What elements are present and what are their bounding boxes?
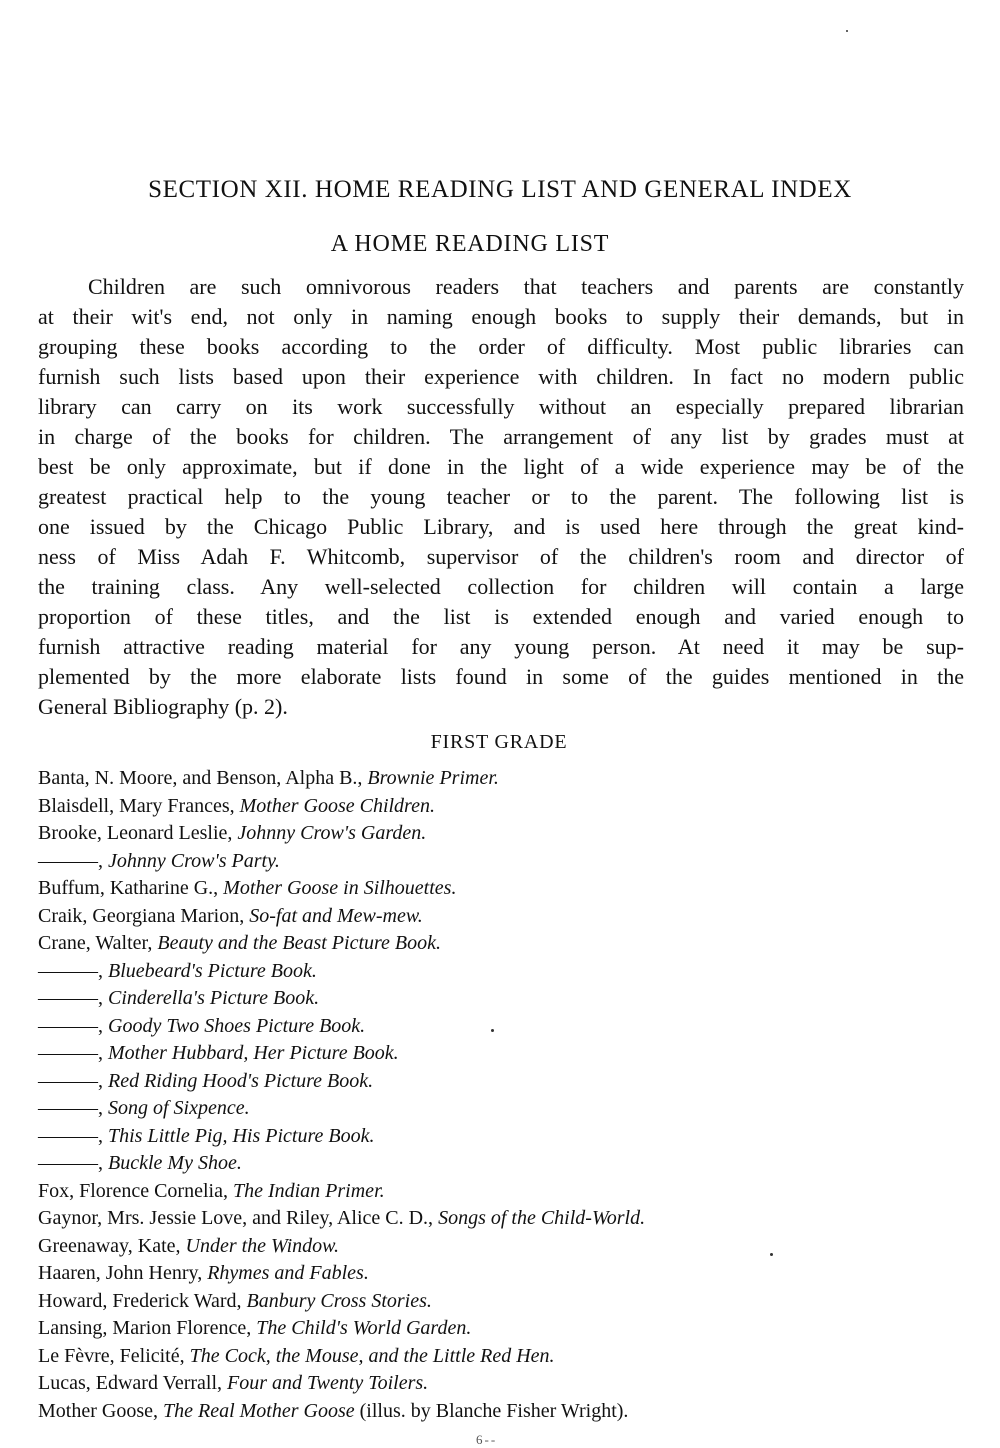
entry-author: Greenaway, Kate, — [38, 1234, 186, 1257]
intro-line: furnish such lists based upon their experience with children. In fact no modern public — [38, 364, 964, 389]
entry-author: Blaisdell, Mary Frances, — [38, 794, 240, 817]
list-item — [38, 1123, 978, 1151]
entry-author: ———, — [38, 1152, 108, 1174]
list-item — [38, 1233, 978, 1261]
scan-speck — [491, 1029, 494, 1032]
list-item — [38, 875, 978, 903]
list-item — [38, 820, 978, 848]
entry-title: Mother Goose Children. — [239, 794, 435, 817]
entry-title: Cinderella's Picture Book. — [108, 987, 320, 1009]
list-item — [38, 958, 978, 986]
entry-title: Red Riding Hood's Picture Book. — [108, 1069, 374, 1092]
entry-title: Rhymes and Fables. — [207, 1262, 369, 1284]
entry-author: ———, — [38, 987, 108, 1009]
entry-title: So-fat and Mew-mew. — [249, 904, 423, 927]
list-subtitle: A HOME READING LIST — [330, 231, 610, 257]
list-item — [38, 793, 978, 821]
list-item — [38, 1178, 978, 1206]
list-item — [38, 1068, 978, 1096]
entry-title: The Indian Primer. — [232, 1179, 385, 1202]
intro-line: ness of Miss Adah F. Whitcomb, supervisor of the children's room and director of — [38, 544, 964, 569]
entry-title: Goody Two Shoes Picture Book. — [108, 1014, 366, 1037]
list-item — [38, 985, 978, 1013]
entry-author: Crane, Walter, — [38, 932, 158, 954]
entry-author: ———, — [38, 849, 108, 872]
list-item — [38, 1095, 978, 1123]
intro-line: best be only approximate, but if done in the light of a wide experience may be of the — [38, 454, 964, 479]
entry-title: Beauty and the Beast Picture Book. — [157, 932, 442, 954]
entry-author: Gaynor, Mrs. Jessie Love, and Riley, Alice C. D., — [38, 1207, 439, 1229]
grade-heading: FIRST GRADE — [430, 731, 568, 753]
intro-line: furnish attractive reading material for any young person. At need it may be sup- — [38, 634, 964, 659]
entry-author: Lansing, Marion Florence, — [38, 1317, 257, 1339]
page-folio: 6-- — [476, 1432, 498, 1447]
entry-title: The Real Mother Goose — [162, 1399, 355, 1422]
entry-author: Howard, Frederick Ward, — [38, 1289, 247, 1312]
intro-line: Children are such omnivorous readers that teachers and parents are constantly — [88, 274, 964, 299]
entry-note: (illus. by Blanche Fisher Wright). — [354, 1399, 629, 1422]
list-item — [38, 1288, 978, 1316]
list-item — [38, 1040, 978, 1068]
entry-title: Under the Window. — [185, 1234, 340, 1257]
entry-author: Mother Goose, — [38, 1399, 163, 1422]
intro-paragraph — [38, 272, 964, 722]
entry-author: Fox, Florence Cornelia, — [38, 1179, 233, 1202]
scan-speck — [770, 1253, 773, 1256]
intro-line: General Bibliography (p. 2). — [38, 694, 288, 719]
entry-author: ———, — [38, 1124, 108, 1147]
list-item — [38, 765, 978, 793]
entry-title: Four and Twenty Toilers. — [227, 1372, 429, 1394]
intro-line: one issued by the Chicago Public Library, and is used here through the great kind- — [38, 514, 964, 539]
list-item — [38, 1398, 978, 1426]
entry-title: The Cock, the Mouse, and the Little Red Hen. — [189, 1344, 555, 1367]
entry-author: Haaren, John Henry, — [38, 1262, 208, 1284]
entry-title: Mother Hubbard, Her Picture Book. — [108, 1042, 399, 1064]
list-item — [38, 930, 978, 958]
intro-line: library can carry on its work successfully without an especially prepared librarian — [38, 394, 964, 419]
entry-author: ———, — [38, 959, 108, 982]
list-item — [38, 1205, 978, 1233]
intro-line: greatest practical help to the young teacher or to the parent. The following list is — [38, 484, 964, 509]
entry-author: ———, — [38, 1014, 108, 1037]
list-item — [38, 1343, 978, 1371]
intro-line: proportion of these titles, and the list is extended enough and varied enough to — [38, 604, 964, 629]
reading-list — [38, 765, 978, 1425]
entry-title: Buckle My Shoe. — [108, 1152, 242, 1174]
intro-line: at their wit's end, not only in naming enough books to supply their demands, but in — [38, 304, 964, 329]
scan-speck — [846, 30, 848, 32]
entry-title: This Little Pig, His Picture Book. — [108, 1124, 375, 1147]
entry-title: Brownie Primer. — [367, 767, 499, 789]
entry-author: ———, — [38, 1042, 108, 1064]
entry-title: Banbury Cross Stories. — [246, 1289, 432, 1312]
entry-title: The Child's World Garden. — [256, 1317, 472, 1339]
list-item — [38, 848, 978, 876]
intro-line: grouping these books according to the order of difficulty. Most public libraries can — [38, 334, 964, 359]
entry-author: Brooke, Leonard Leslie, — [38, 822, 238, 844]
intro-line: the training class. Any well-selected collection for children will contain a large — [38, 574, 964, 599]
entry-title: Song of Sixpence. — [108, 1097, 250, 1119]
list-item — [38, 903, 978, 931]
list-item — [38, 1150, 978, 1178]
entry-title: Songs of the Child-World. — [438, 1207, 646, 1229]
entry-author: Le Fèvre, Felicité, — [38, 1344, 190, 1367]
entry-author: Lucas, Edward Verrall, — [38, 1372, 228, 1394]
entry-author: Buffum, Katharine G., — [38, 877, 224, 899]
entry-title: Bluebeard's Picture Book. — [108, 959, 317, 982]
intro-line: plemented by the more elaborate lists found in some of the guides mentioned in the — [38, 664, 964, 689]
section-title: SECTION XII. HOME READING LIST AND GENERAL INDEX — [148, 176, 852, 203]
entry-author: ———, — [38, 1069, 108, 1092]
entry-author: Craik, Georgiana Marion, — [38, 904, 250, 927]
entry-title: Johnny Crow's Party. — [108, 849, 280, 872]
entry-title: Mother Goose in Silhouettes. — [223, 877, 457, 899]
list-item — [38, 1013, 978, 1041]
list-item — [38, 1260, 978, 1288]
list-item — [38, 1370, 978, 1398]
intro-line: in charge of the books for children. The arrangement of any list by grades must at — [38, 424, 964, 449]
entry-author: Banta, N. Moore, and Benson, Alpha B., — [38, 767, 368, 789]
entry-title: Johnny Crow's Garden. — [237, 822, 427, 844]
list-item — [38, 1315, 978, 1343]
entry-author: ———, — [38, 1097, 108, 1119]
